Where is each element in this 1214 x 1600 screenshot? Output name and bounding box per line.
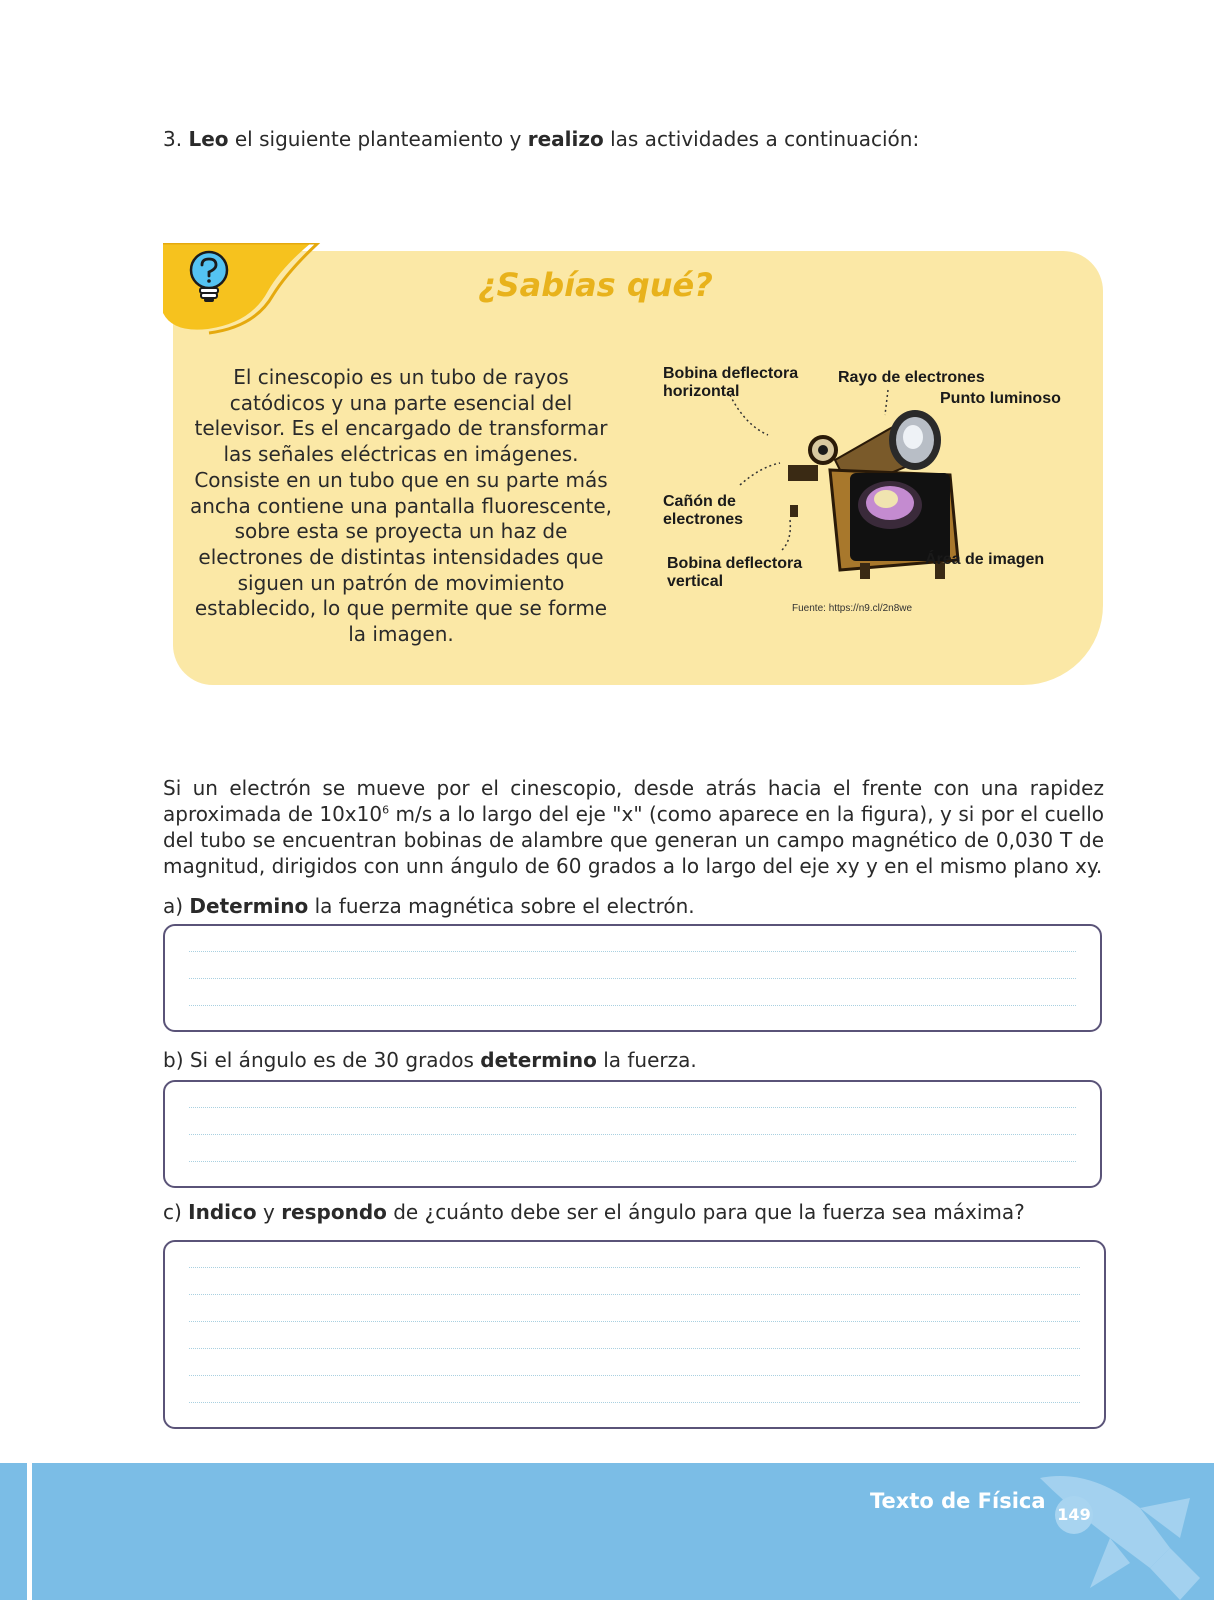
label-canon (663, 493, 743, 529)
problem-part-2: m/s a lo largo del eje "x" (como aparece en la figura), y si por el cuello del tubo se encuentran bobinas de alambre que generan un campo magnético de 0,030 T de magnitud, dirigidos con unn ángulo de 60 grados a lo largo del eje xy y en el mismo plano xy. (163, 802, 1104, 878)
instruction-text-2: las actividades a continuación: (610, 127, 920, 151)
question-c (163, 1199, 1025, 1225)
label-bobina-vertical (667, 555, 802, 591)
question-a-verb: Determino (189, 894, 309, 918)
instruction-line (163, 126, 919, 152)
item-number: 3. (163, 127, 183, 151)
answer-box-a[interactable] (163, 924, 1102, 1032)
question-b-text: la fuerza. (603, 1048, 697, 1072)
question-a-text: la fuerza magnética sobre el electrón. (314, 894, 695, 918)
label-bobina-horizontal-1: Bobina deflectora (663, 365, 799, 382)
question-a-prefix: a) (163, 894, 184, 918)
problem-part-1: Si un electrón se mueve por el cinescopio, desde atrás hacia el frente con una rapidez aproximada de 10x10 (163, 776, 1104, 826)
question-c-verb-1: Indico (188, 1200, 257, 1224)
label-bobina-vertical-2: vertical (667, 573, 724, 590)
answer-line (189, 1267, 1080, 1268)
cinescopio-diagram (660, 365, 1090, 625)
footer-divider (27, 1463, 32, 1600)
page-number: 149 (1055, 1496, 1093, 1534)
label-rayo: Rayo de electrones (838, 369, 985, 386)
answer-line (189, 951, 1076, 952)
answer-line (189, 1161, 1076, 1162)
answer-line (189, 1321, 1080, 1322)
question-b-prefix: b) Si el ángulo es de 30 grados (163, 1048, 474, 1072)
answer-box-c[interactable] (163, 1240, 1106, 1429)
question-b (163, 1047, 697, 1073)
answer-line (189, 1134, 1076, 1135)
sabias-paragraph: El cinescopio es un tubo de rayos catódicos y una parte esencial del televisor. Es el encargado de transformar las señales eléctricas en imágenes. Consiste en un tubo que en su parte más ancha contiene una pantalla fluorescente, sobre esta se proyecta un haz de electrones de distintas intensidades que siguen un patrón de movimiento establecido, lo que permite que se forme la imagen. (189, 365, 613, 647)
question-c-text: de ¿cuánto debe ser el ángulo para que la fuerza sea máxima? (393, 1200, 1025, 1224)
source-citation: Fuente: https://n9.cl/2n8we (792, 603, 913, 614)
question-c-prefix: c) (163, 1200, 182, 1224)
answer-line (189, 1107, 1076, 1108)
answer-line (189, 1375, 1080, 1376)
lightbulb-question-icon (187, 250, 231, 306)
verb-realizo: realizo (527, 127, 604, 151)
answer-box-b[interactable] (163, 1080, 1102, 1188)
answer-line (189, 1348, 1080, 1349)
label-punto: Punto luminoso (940, 390, 1061, 407)
answer-line (189, 1005, 1076, 1006)
instruction-text-1: el siguiente planteamiento y (234, 127, 522, 151)
footer-book-title: Texto de Física (870, 1489, 1046, 1513)
label-area: Área de imagen (925, 551, 1045, 568)
label-bobina-horizontal-2: horizontal (663, 383, 740, 400)
question-b-verb: determino (480, 1048, 597, 1072)
verb-leo: Leo (188, 127, 229, 151)
problem-exponent: 6 (382, 803, 390, 817)
question-c-mid: y (262, 1200, 275, 1224)
label-canon-2: electrones (663, 511, 744, 528)
answer-line (189, 1294, 1080, 1295)
label-canon-1: Cañón de (663, 493, 736, 510)
question-c-verb-2: respondo (281, 1200, 387, 1224)
label-bobina-horizontal (663, 365, 798, 401)
label-bobina-vertical-1: Bobina deflectora (667, 555, 803, 572)
answer-line (189, 978, 1076, 979)
sabias-title: ¿Sabías qué? (478, 266, 713, 304)
answer-line (189, 1402, 1080, 1403)
question-a (163, 893, 695, 919)
problem-statement (163, 775, 1104, 879)
rocket-icon (1030, 1468, 1214, 1600)
